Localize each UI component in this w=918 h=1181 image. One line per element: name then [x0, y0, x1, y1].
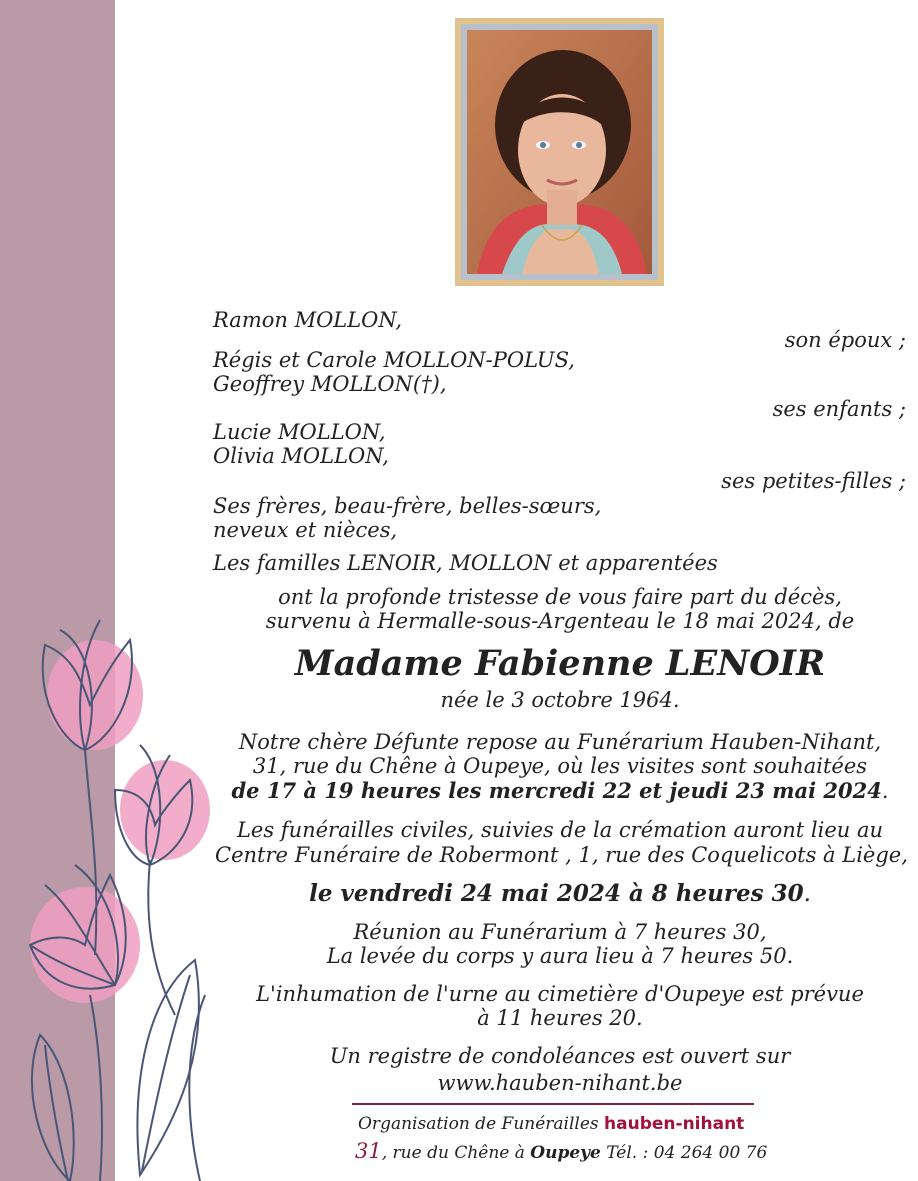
brand-logo: hauben-nihant — [604, 1114, 745, 1134]
portrait-mat — [461, 24, 658, 280]
child-name-1: Régis et Carole MOLLON-POLUS, — [213, 348, 575, 372]
spouse-name: Ramon MOLLON, — [213, 308, 403, 332]
grandchildren-role: ses petites-filles ; — [721, 469, 906, 493]
tulip-illustration — [0, 615, 230, 1181]
visitation-line-2: 31, rue du Chêne à Oupeye, où les visites sont souhaitées — [252, 754, 868, 778]
burial-line-1: L'inhumation de l'urne au cimetière d'Oupeye est prévue — [256, 982, 864, 1006]
meeting-time: Réunion au Funérarium à 7 heures 30, — [353, 920, 767, 944]
footer-street: , rue du Chêne à — [381, 1143, 525, 1163]
lift-time: La levée du corps y aura lieu à 7 heures 50. — [326, 944, 794, 968]
registry-line: Un registre de condoléances est ouvert sur — [329, 1044, 791, 1068]
footer-number: 31 — [355, 1139, 382, 1163]
footer-org-prefix: Organisation de Funérailles — [358, 1114, 599, 1134]
footer-organisation — [358, 1113, 744, 1135]
announcement-line-2: survenu à Hermalle-sous-Argenteau le 18 mai 2024, de — [265, 609, 855, 633]
grandchild-name-2: Olivia MOLLON, — [213, 444, 389, 468]
deceased-name: Madame Fabienne LENOIR — [294, 643, 826, 684]
funeral-date-end: . — [803, 881, 811, 907]
child-name-2: Geoffrey MOLLON(†), — [213, 372, 447, 396]
funeral-date-bold: le vendredi 24 mai 2024 à 8 heures 30 — [309, 880, 804, 907]
registry-url[interactable]: www.hauben-nihant.be — [437, 1071, 683, 1095]
visitation-line-1: Notre chère Défunte repose au Funérarium Hauben-Nihant, — [238, 730, 882, 754]
footer-phone: Tél. : 04 264 00 76 — [606, 1143, 768, 1163]
announcement-line-1: ont la profonde tristesse de vous faire part du décès, — [278, 585, 842, 609]
portrait-frame — [455, 18, 664, 286]
visitation-hours — [215, 779, 905, 803]
footer-divider — [352, 1103, 754, 1105]
visitation-hours-end: . — [881, 779, 889, 803]
burial-line-2: à 11 heures 20. — [477, 1006, 643, 1030]
funeral-line-2: Centre Funéraire de Robermont , 1, rue des Coquelicots à Liège, — [215, 843, 908, 867]
grandchild-name-1: Lucie MOLLON, — [213, 420, 386, 444]
siblings-line-2: neveux et nièces, — [213, 518, 398, 542]
siblings-line-1: Ses frères, beau-frère, belles-sœurs, — [213, 494, 602, 518]
families-line: Les familles LENOIR, MOLLON et apparentées — [213, 551, 718, 575]
visitation-hours-bold: de 17 à 19 heures les mercredi 22 et jeudi 23 mai 2024 — [231, 778, 882, 803]
funeral-line-1: Les funérailles civiles, suivies de la crémation auront lieu au — [236, 818, 884, 842]
spouse-role: son époux ; — [784, 328, 906, 352]
footer-town: Oupeye — [530, 1143, 601, 1163]
funeral-date — [215, 880, 905, 908]
footer-address — [355, 1140, 767, 1164]
birth-date: née le 3 octobre 1964. — [440, 688, 680, 712]
portrait-photo — [467, 30, 652, 274]
children-role: ses enfants ; — [772, 397, 906, 421]
